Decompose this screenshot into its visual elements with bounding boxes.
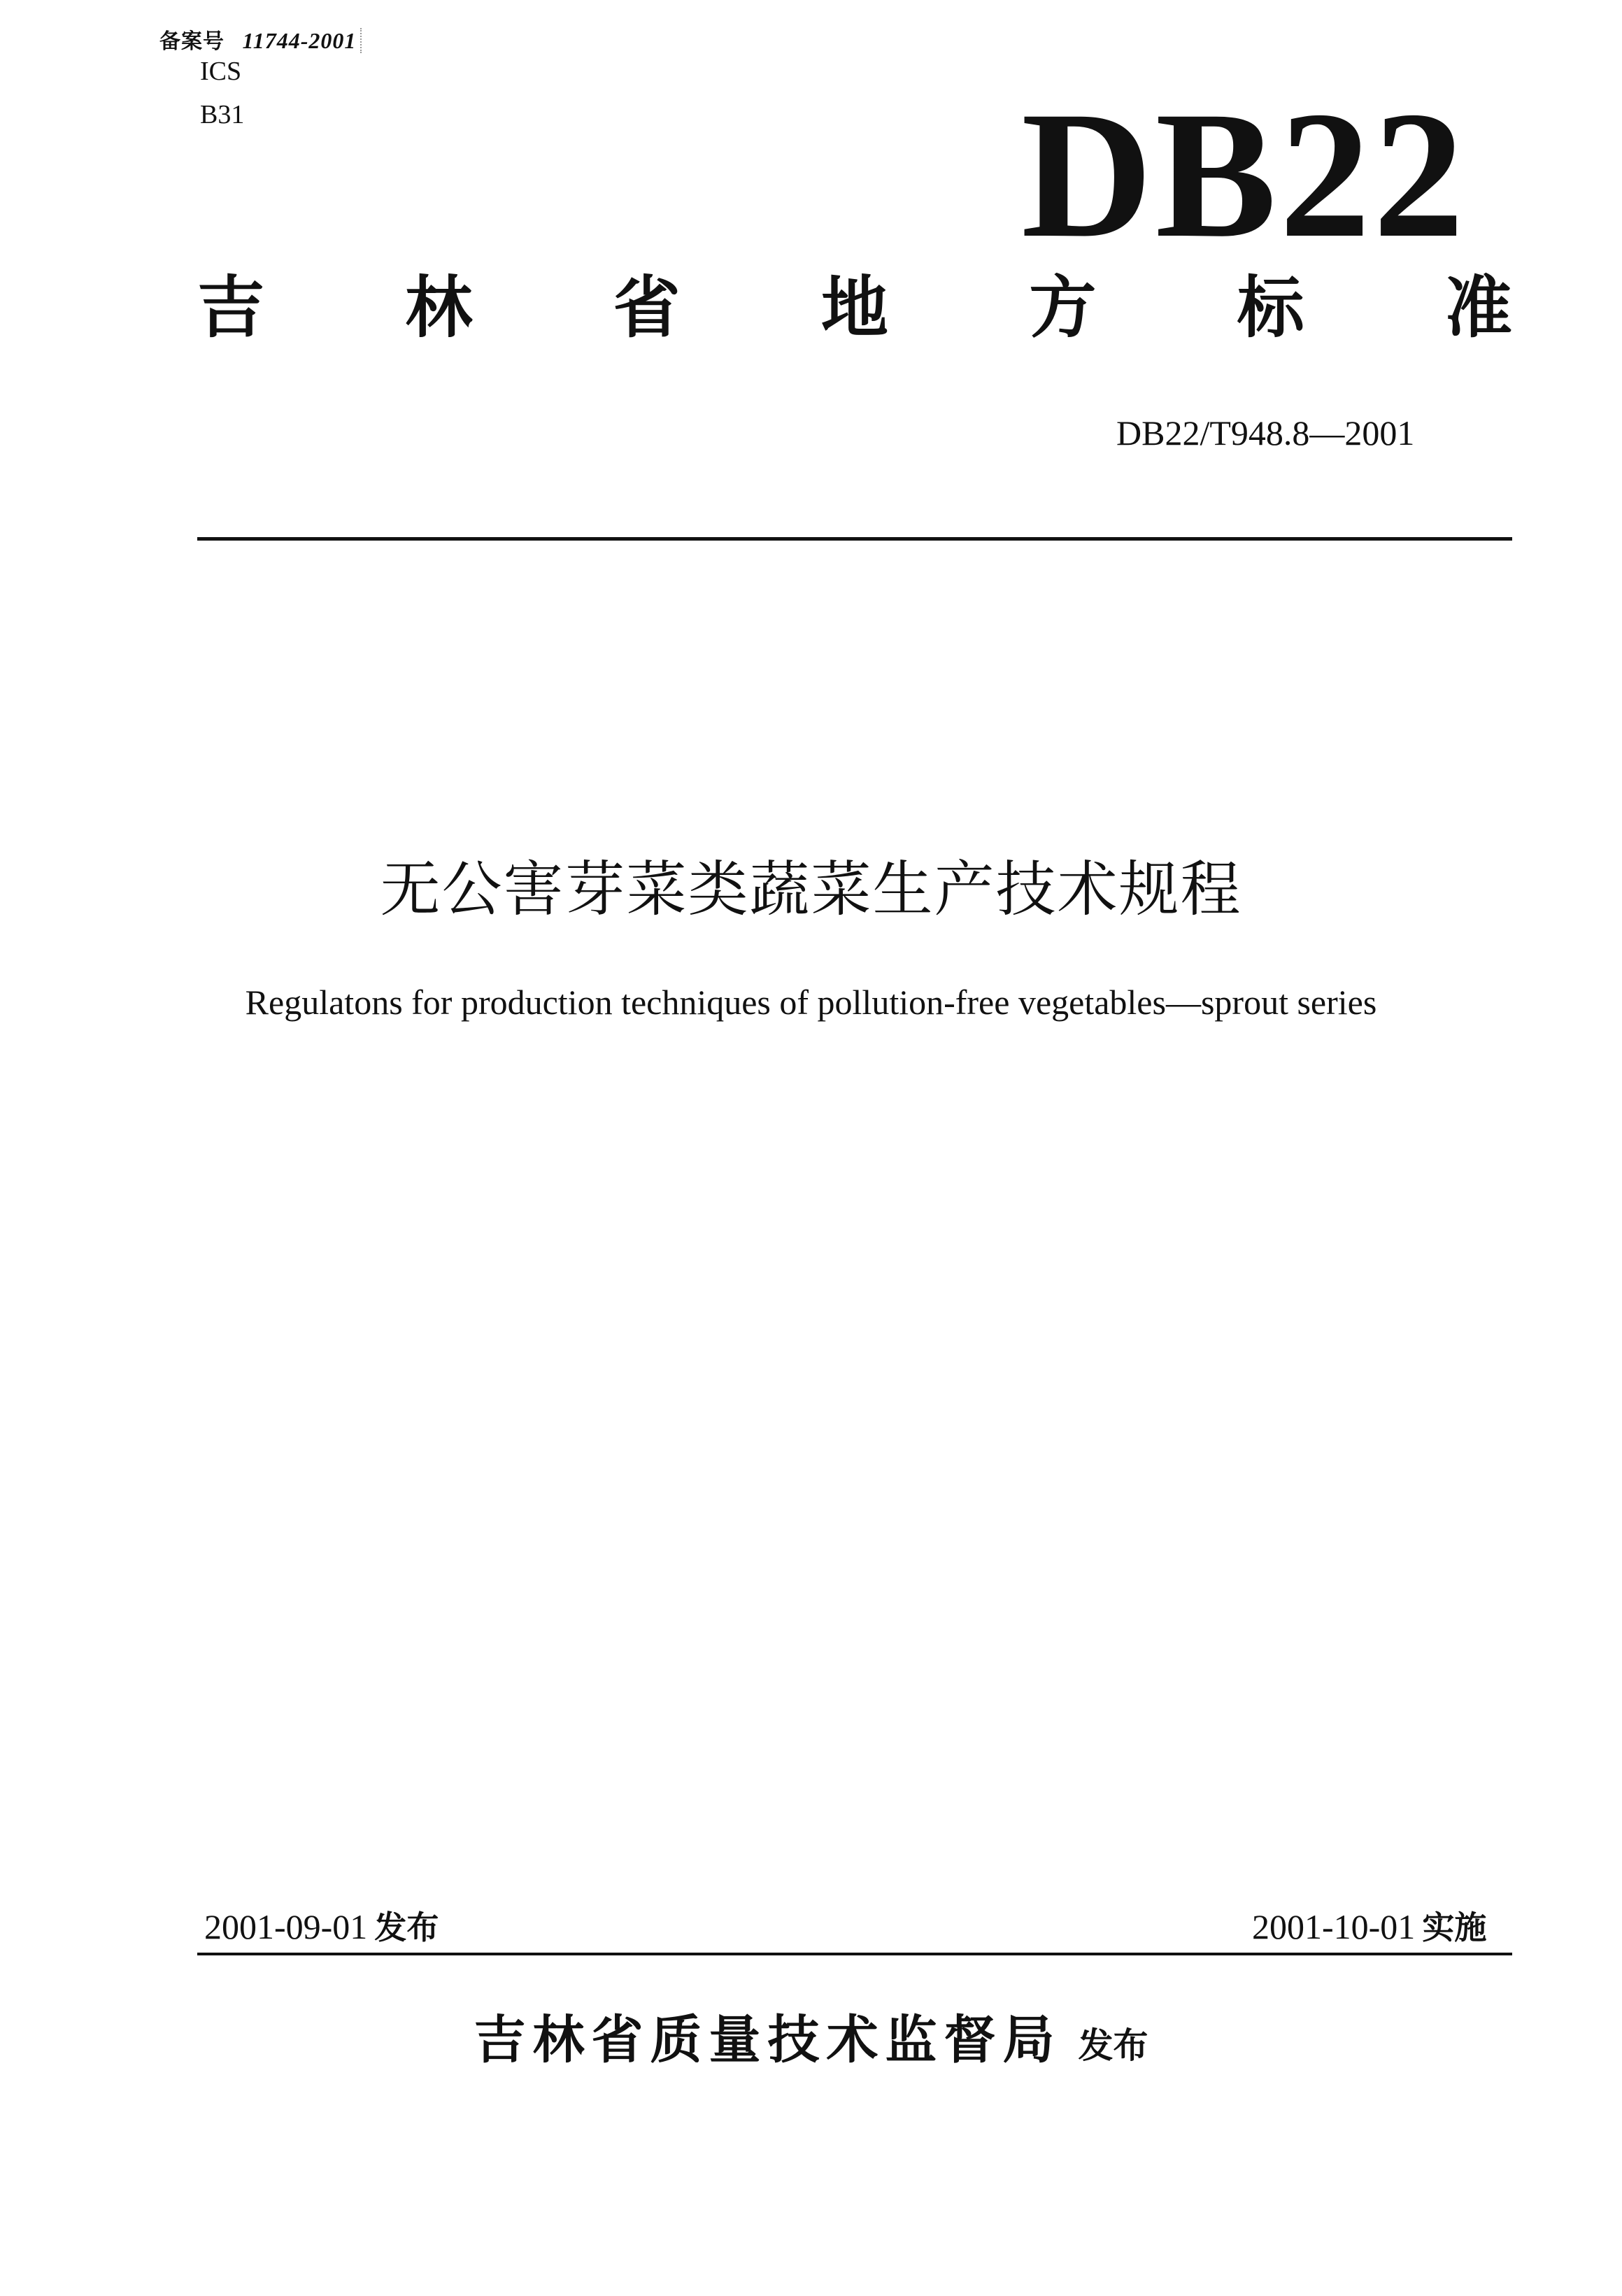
standard-type — [197, 269, 1512, 347]
record-number-line — [159, 24, 362, 55]
standard-type-char: 林 — [405, 269, 473, 347]
issuer-name: 吉林省质量技术监督局 — [474, 2010, 1062, 2070]
standard-type-char: 地 — [820, 269, 888, 347]
standard-type-char: 准 — [1444, 269, 1512, 347]
classification-code: B31 — [200, 100, 245, 129]
header-divider — [197, 537, 1512, 541]
footer-divider — [197, 1953, 1512, 1955]
db22-logo: DB22 — [1021, 74, 1467, 276]
implement-date: 2001-10-01 — [1252, 1907, 1416, 1946]
standard-number: DB22/T948.8—2001 — [1116, 413, 1415, 452]
implement-date-line — [1252, 1902, 1486, 1948]
issue-word: 发布 — [374, 1909, 439, 1946]
standard-type-char: 省 — [613, 269, 681, 347]
standard-type-char: 吉 — [197, 269, 264, 347]
record-label: 备案号 — [159, 29, 225, 54]
standard-type-char: 方 — [1029, 269, 1097, 347]
issue-date: 2001-09-01 — [204, 1907, 368, 1946]
issuer-line — [0, 1999, 1622, 2073]
issuer-word: 发布 — [1078, 2025, 1148, 2066]
implement-word: 实施 — [1422, 1909, 1487, 1946]
standard-type-char: 标 — [1237, 269, 1304, 347]
record-number: 11744-2001 — [242, 28, 362, 53]
ics-code: ICS — [200, 57, 242, 86]
title-chinese: 无公害芽菜类蔬菜生产技术规程 — [380, 855, 1242, 925]
title-english: Regulatons for production techniques of pollution-free vegetables—sprout series — [245, 983, 1377, 1022]
issue-date-line — [204, 1902, 439, 1948]
